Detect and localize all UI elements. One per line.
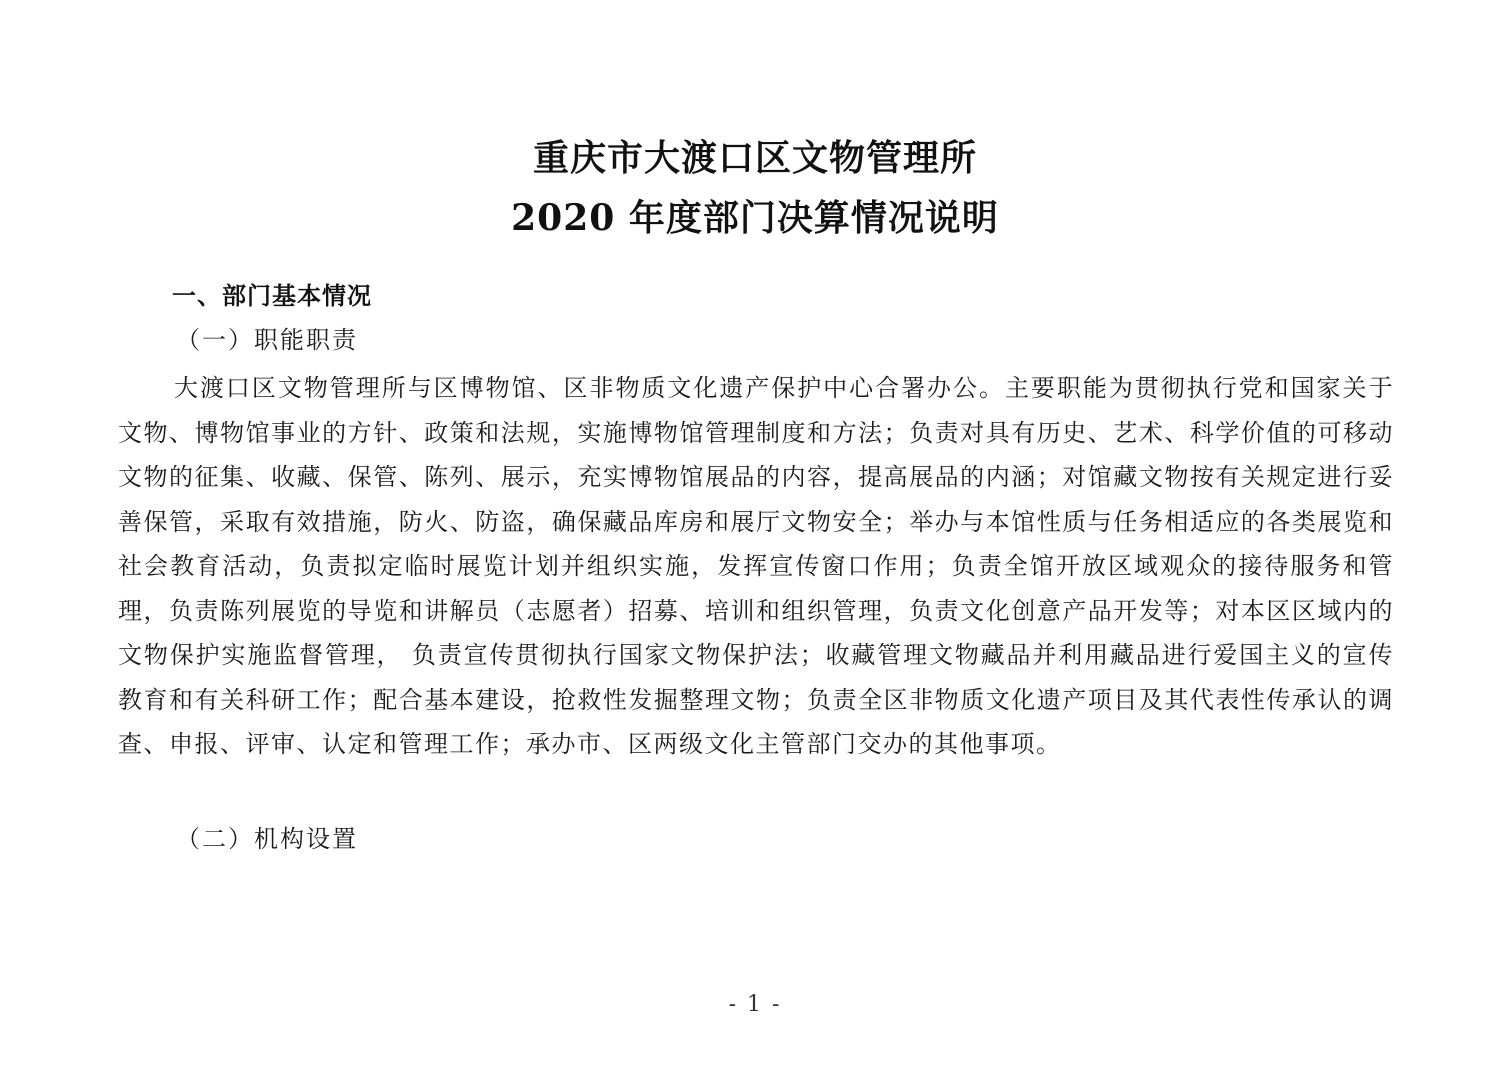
- document-title-line1: 重庆市大渡口区文物管理所: [532, 137, 977, 179]
- duties-paragraph: 大渡口区文物管理所与区博物馆、区非物质文化遗产保护中心合署办公。主要职能为贯彻执行党和国家关于文物、博物馆事业的方针、政策和法规，实施博物馆管理制度和方法；负责对具有历史、艺术、科学价值的可移动文物的征集、收藏、保管、陈列、展示，充实博物馆展品的内容，提高展品的内涵；对馆藏文物按有关规定进行妥善保管，采取有效措施，防火、防盗，确保藏品库房和展厅文物安全；举办与本馆性质与任务相适应的各类展览和社会教育活动，负责拟定临时展览计划并组织实施，发挥宣传窗口作用；负责全馆开放区域观众的接待服务和管理，负责陈列展览的导览和讲解员（志愿者）招募、培训和组织管理，负责文化创意产品开发等；对本区区域内的文物保护实施监督管理， 负责宣传贯彻执行国家文物保护法；收藏管理文物藏品并利用藏品进行爱国主义的宣传教育和有关科研工作；配合基本建设，抢救性发掘整理文物；负责全区非物质文化遗产项目及其代表性传承认的调查、申报、评审、认定和管理工作；承办市、区两级文化主管部门交办的其他事项。: [118, 374, 1394, 758]
- subsection-heading-organization: （二）机构设置: [176, 825, 358, 853]
- section-heading-basic-info: 一、部门基本情况: [172, 282, 372, 310]
- document-title-line2: 2020 年度部门决算情况说明: [511, 197, 999, 239]
- subsection-heading-duties: （一）职能职责: [176, 326, 358, 354]
- page-number: - 1 -: [728, 992, 782, 1017]
